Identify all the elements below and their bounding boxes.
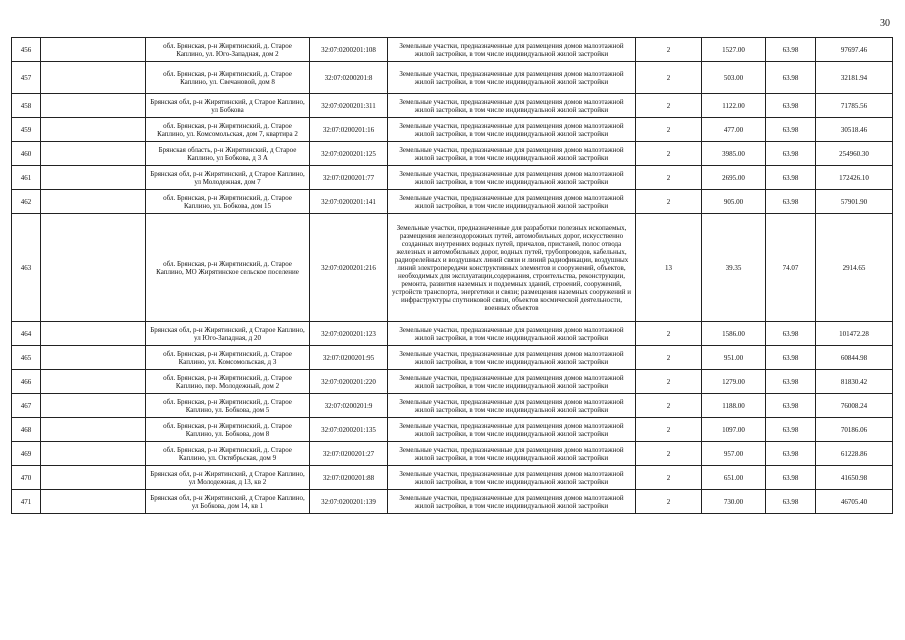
row-address: обл. Брянская, р-н Жирятинский, д. Старое Каплино, ул. Бобкова, дом 8 [146,418,310,442]
row-cadastral-value: 101472.28 [816,322,893,346]
row-cadastral-value: 76008.24 [816,394,893,418]
row-spacer [41,418,146,442]
row-area: 1188.00 [702,394,766,418]
land-registry-table [11,37,893,514]
row-cadastral-number: 32:07:0200201:16 [310,118,388,142]
row-number: 469 [12,442,41,466]
row-land-use: Земельные участки, предназначенные для размещения домов малоэтажной жилой застройки, в том числе индивидуальной жилой застройки [388,166,636,190]
table-row [12,370,893,394]
row-number: 461 [12,166,41,190]
row-cadastral-number: 32:07:0200201:123 [310,322,388,346]
row-spacer [41,38,146,62]
row-number: 463 [12,214,41,322]
row-address: обл. Брянская, р-н Жирятинский, д. Старое Каплино, ул. Октябрьская, дом 9 [146,442,310,466]
row-cadastral-number: 32:07:0200201:135 [310,418,388,442]
row-spacer [41,490,146,514]
row-number: 471 [12,490,41,514]
row-group: 2 [636,490,702,514]
row-spacer [41,214,146,322]
row-cadastral-value: 81830.42 [816,370,893,394]
row-rate: 63.98 [766,466,816,490]
row-area: 503.00 [702,62,766,94]
row-address: обл. Брянская, р-н Жирятинский, д. Старое Каплино, ул. Юго-Западная, дом 2 [146,38,310,62]
row-number: 457 [12,62,41,94]
row-cadastral-value: 41650.98 [816,466,893,490]
row-land-use: Земельные участки, предназначенные для размещения домов малоэтажной жилой застройки, в том числе индивидуальной жилой застройки [388,370,636,394]
row-group: 13 [636,214,702,322]
row-rate: 63.98 [766,346,816,370]
row-area: 905.00 [702,190,766,214]
row-cadastral-value: 70186.06 [816,418,893,442]
table-row [12,418,893,442]
row-cadastral-number: 32:07:0200201:9 [310,394,388,418]
row-cadastral-number: 32:07:0200201:8 [310,62,388,94]
row-rate: 63.98 [766,94,816,118]
table-row [12,490,893,514]
row-cadastral-value: 61228.86 [816,442,893,466]
table-row [12,38,893,62]
row-rate: 74.07 [766,214,816,322]
row-group: 2 [636,442,702,466]
row-cadastral-number: 32:07:0200201:108 [310,38,388,62]
row-area: 1279.00 [702,370,766,394]
row-cadastral-value: 172426.10 [816,166,893,190]
row-group: 2 [636,322,702,346]
row-spacer [41,118,146,142]
row-group: 2 [636,94,702,118]
row-cadastral-value: 32181.94 [816,62,893,94]
row-area: 951.00 [702,346,766,370]
row-number: 458 [12,94,41,118]
table-row [12,142,893,166]
row-spacer [41,322,146,346]
row-area: 730.00 [702,490,766,514]
row-land-use: Земельные участки, предназначенные для размещения домов малоэтажной жилой застройки, в том числе индивидуальной жилой застройки [388,466,636,490]
row-spacer [41,62,146,94]
row-cadastral-number: 32:07:0200201:95 [310,346,388,370]
row-address: обл. Брянская, р-н Жирятинский, д. Старое Каплино, ул. Свечановой, дом 8 [146,62,310,94]
row-cadastral-value: 46705.40 [816,490,893,514]
table-row [12,322,893,346]
row-area: 477.00 [702,118,766,142]
row-rate: 63.98 [766,418,816,442]
row-rate: 63.98 [766,118,816,142]
row-cadastral-number: 32:07:0200201:77 [310,166,388,190]
table-row [12,394,893,418]
row-land-use: Земельные участки, предназначенные для размещения домов малоэтажной жилой застройки, в том числе индивидуальной жилой застройки [388,118,636,142]
row-spacer [41,142,146,166]
row-land-use: Земельные участки, предназначенные для размещения домов малоэтажной жилой застройки, в том числе индивидуальной жилой застройки [388,394,636,418]
table-row [12,190,893,214]
row-group: 2 [636,38,702,62]
row-number: 466 [12,370,41,394]
row-cadastral-value: 71785.56 [816,94,893,118]
row-area: 1527.00 [702,38,766,62]
row-number: 462 [12,190,41,214]
row-land-use: Земельные участки, предназначенные для размещения домов малоэтажной жилой застройки, в том числе индивидуальной жилой застройки [388,142,636,166]
row-spacer [41,94,146,118]
row-rate: 63.98 [766,490,816,514]
row-land-use: Земельные участки, предназначенные для разработки полезных ископаемых, размещения железнодорожных путей, автомобильных дорог, искусственно созданных внутренних водных путей, причалов, пристаней, полос отвода железных и автомобильных дорог, водных путей, трубопроводов, кабельных, радиорелейных и воздушных линий связи и линий радиофикации, воздушных линий электропередачи конструктивных элементов и сооружений, объектов, необходимых для эксплуатации,содержания, строительства, реконструкции, ремонта, развития наземных и подземных зданий, строений, сооружений, устройств транспорта, энергетики и связи; размещения наземных сооружений и инфраструктуры спутниковой связи, объектов космической деятельности, военных объектов [388,214,636,322]
row-address: обл. Брянская, р-н Жирятинский, д. Старое Каплино, ул. Комсомольская, д 3 [146,346,310,370]
row-cadastral-value: 57901.90 [816,190,893,214]
row-group: 2 [636,394,702,418]
row-land-use: Земельные участки, предназначенные для размещения домов малоэтажной жилой застройки, в том числе индивидуальной жилой застройки [388,490,636,514]
row-group: 2 [636,118,702,142]
row-land-use: Земельные участки, предназначенные для размещения домов малоэтажной жилой застройки, в том числе индивидуальной жилой застройки [388,442,636,466]
row-cadastral-number: 32:07:0200201:27 [310,442,388,466]
row-rate: 63.98 [766,38,816,62]
row-area: 651.00 [702,466,766,490]
row-number: 468 [12,418,41,442]
row-land-use: Земельные участки, предназначенные для размещения домов малоэтажной жилой застройки, в том числе индивидуальной жилой застройки [388,94,636,118]
row-spacer [41,394,146,418]
row-address: Брянская обл, р-н Жирятинский, д Старое Каплино, ул Юго-Западная, д 20 [146,322,310,346]
row-address: обл. Брянская, р-н Жирятинский, д. Старое Каплино, ул. Бобкова, дом 5 [146,394,310,418]
row-number: 464 [12,322,41,346]
row-cadastral-value: 60844.98 [816,346,893,370]
row-land-use: Земельные участки, предназначенные для размещения домов малоэтажной жилой застройки, в том числе индивидуальной жилой застройки [388,62,636,94]
row-area: 1586.00 [702,322,766,346]
row-cadastral-value: 2914.65 [816,214,893,322]
row-rate: 63.98 [766,142,816,166]
row-spacer [41,466,146,490]
row-group: 2 [636,62,702,94]
row-group: 2 [636,466,702,490]
row-spacer [41,190,146,214]
row-number: 467 [12,394,41,418]
row-cadastral-number: 32:07:0200201:216 [310,214,388,322]
row-land-use: Земельные участки, предназначенные для размещения домов малоэтажной жилой застройки, в том числе индивидуальной жилой застройки [388,418,636,442]
row-group: 2 [636,166,702,190]
row-land-use: Земельные участки, предназначенные для размещения домов малоэтажной жилой застройки, в том числе индивидуальной жилой застройки [388,38,636,62]
table-row [12,346,893,370]
row-area: 957.00 [702,442,766,466]
table-row [12,118,893,142]
row-group: 2 [636,370,702,394]
row-area: 2695.00 [702,166,766,190]
row-address: Брянская область, р-н Жирятинский, д Старое Каплино, ул Бобкова, д 3 А [146,142,310,166]
row-land-use: Земельные участки, предназначенные для размещения домов малоэтажной жилой застройки, в том числе индивидуальной жилой застройки [388,346,636,370]
row-rate: 63.98 [766,370,816,394]
row-group: 2 [636,346,702,370]
table-row [12,466,893,490]
row-address: обл. Брянская, р-н Жирятинский, д. Старое Каплино, пер. Молодежный, дом 2 [146,370,310,394]
row-cadastral-number: 32:07:0200201:139 [310,490,388,514]
table-row [12,442,893,466]
row-area: 1122.00 [702,94,766,118]
row-group: 2 [636,418,702,442]
row-area: 3985.00 [702,142,766,166]
row-address: обл. Брянская, р-н Жирятинский, д. Старое Каплино, МО Жирятинское сельское поселение [146,214,310,322]
row-address: Брянская обл, р-н Жирятинский, д Старое Каплино, ул Молодежная, д 13, кв 2 [146,466,310,490]
row-cadastral-value: 30518.46 [816,118,893,142]
row-cadastral-number: 32:07:0200201:88 [310,466,388,490]
row-rate: 63.98 [766,190,816,214]
row-area: 39.35 [702,214,766,322]
row-cadastral-number: 32:07:0200201:125 [310,142,388,166]
row-spacer [41,442,146,466]
row-address: Брянская обл, р-н Жирятинский, д Старое Каплино, ул Бобкова, дом 14, кв 1 [146,490,310,514]
table-row [12,214,893,322]
table-row [12,166,893,190]
row-number: 459 [12,118,41,142]
row-cadastral-number: 32:07:0200201:141 [310,190,388,214]
row-rate: 63.98 [766,322,816,346]
row-address: Брянская обл, р-н Жирятинский, д Старое Каплино, ул Бобкова [146,94,310,118]
row-number: 465 [12,346,41,370]
row-land-use: Земельные участки, предназначенные для размещения домов малоэтажной жилой застройки, в том числе индивидуальной жилой застройки [388,322,636,346]
row-number: 470 [12,466,41,490]
row-spacer [41,346,146,370]
page-number: 30 [880,18,890,29]
table-row [12,94,893,118]
row-rate: 63.98 [766,166,816,190]
row-group: 2 [636,142,702,166]
row-rate: 63.98 [766,394,816,418]
row-number: 456 [12,38,41,62]
row-cadastral-number: 32:07:0200201:311 [310,94,388,118]
row-address: Брянская обл, р-н Жирятинский, д Старое Каплино, ул Молодежная, дом 7 [146,166,310,190]
row-rate: 63.98 [766,62,816,94]
row-cadastral-value: 97697.46 [816,38,893,62]
row-land-use: Земельные участки, предназначенные для размещения домов малоэтажной жилой застройки, в том числе индивидуальной жилой застройки [388,190,636,214]
row-cadastral-number: 32:07:0200201:220 [310,370,388,394]
row-address: обл. Брянская, р-н Жирятинский, д. Старое Каплино, ул. Бобкова, дом 15 [146,190,310,214]
row-spacer [41,166,146,190]
row-group: 2 [636,190,702,214]
row-area: 1097.00 [702,418,766,442]
table-body [12,38,893,514]
row-number: 460 [12,142,41,166]
row-address: обл. Брянская, р-н Жирятинский, д. Старое Каплино, ул. Комсомольская, дом 7, квартира 2 [146,118,310,142]
table-row [12,62,893,94]
row-rate: 63.98 [766,442,816,466]
row-cadastral-value: 254960.30 [816,142,893,166]
row-spacer [41,370,146,394]
